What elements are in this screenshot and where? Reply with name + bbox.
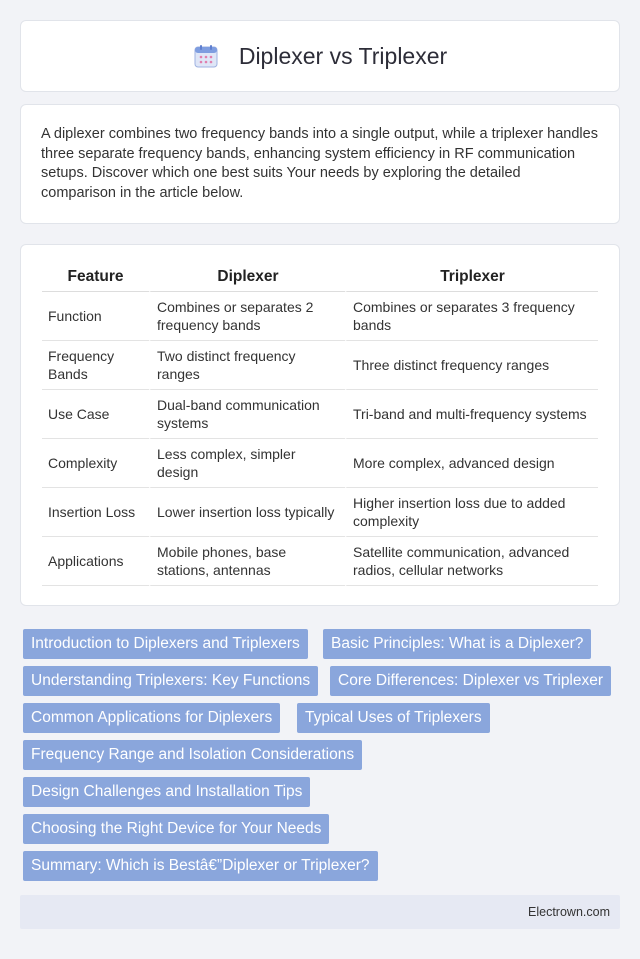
table-cell-triplexer: More complex, advanced design — [345, 439, 598, 488]
intro-text: A diplexer combines two frequency bands into a single output, while a triplexer handles three separate frequency bands, enhancing system efficiency in RF communication setups. Discover which one best suits Your needs by exploring the detailed comparison in the article below. — [41, 126, 598, 201]
comparison-table-card — [20, 244, 620, 606]
table-row — [42, 341, 598, 390]
table-row — [42, 439, 598, 488]
table-cell-feature: Use Case — [42, 390, 149, 439]
table-cell-feature: Insertion Loss — [42, 488, 149, 537]
table-cell-diplexer: Mobile phones, base stations, antennas — [149, 537, 345, 586]
page-title: Diplexer vs Triplexer — [238, 42, 448, 69]
table-cell-diplexer: Less complex, simpler design — [149, 439, 345, 488]
footer-site-name: Electrown.com — [528, 905, 610, 919]
footer — [20, 895, 620, 929]
table-row — [42, 537, 598, 586]
column-header-triplexer: Triplexer — [345, 263, 598, 292]
table-cell-triplexer: Higher insertion loss due to added complexity — [345, 488, 598, 537]
table-cell-diplexer: Combines or separates 2 frequency bands — [149, 292, 345, 341]
toc-link-frequency-range[interactable]: Frequency Range and Isolation Considerations — [23, 740, 362, 770]
table-cell-feature: Frequency Bands — [42, 341, 149, 390]
column-header-feature: Feature — [42, 263, 149, 292]
table-row — [42, 488, 598, 537]
table-cell-triplexer: Tri-band and multi-frequency systems — [345, 390, 598, 439]
table-cell-feature: Applications — [42, 537, 149, 586]
table-cell-diplexer: Lower insertion loss typically — [149, 488, 345, 537]
table-cell-feature: Complexity — [42, 439, 149, 488]
intro-card — [20, 104, 620, 224]
toc-link-introduction[interactable]: Introduction to Diplexers and Triplexers — [23, 629, 308, 659]
title-card — [20, 20, 620, 92]
table-cell-triplexer: Combines or separates 3 frequency bands — [345, 292, 598, 341]
table-cell-diplexer: Dual-band communication systems — [149, 390, 345, 439]
toc-link-summary[interactable]: Summary: Which is Bestâ€”Diplexer or Triplexer? — [23, 851, 378, 881]
toc-link-typical-uses[interactable]: Typical Uses of Triplexers — [297, 703, 490, 733]
toc-link-design-challenges[interactable]: Design Challenges and Installation Tips — [23, 777, 310, 807]
table-row — [42, 292, 598, 341]
toc-link-common-applications[interactable]: Common Applications for Diplexers — [23, 703, 280, 733]
toc-link-choosing-device[interactable]: Choosing the Right Device for Your Needs — [23, 814, 329, 844]
table-cell-triplexer: Three distinct frequency ranges — [345, 341, 598, 390]
table-header-row — [42, 263, 598, 292]
comparison-table — [42, 263, 598, 586]
table-row — [42, 390, 598, 439]
calendar-icon — [193, 43, 219, 69]
toc-link-understanding-triplexers[interactable]: Understanding Triplexers: Key Functions — [23, 666, 318, 696]
toc-link-core-differences[interactable]: Core Differences: Diplexer vs Triplexer — [330, 666, 611, 696]
column-header-diplexer: Diplexer — [149, 263, 345, 292]
table-cell-feature: Function — [42, 292, 149, 341]
table-cell-triplexer: Satellite communication, advanced radios, cellular networks — [345, 537, 598, 586]
table-cell-diplexer: Two distinct frequency ranges — [149, 341, 345, 390]
toc-link-basic-principles[interactable]: Basic Principles: What is a Diplexer? — [323, 629, 591, 659]
